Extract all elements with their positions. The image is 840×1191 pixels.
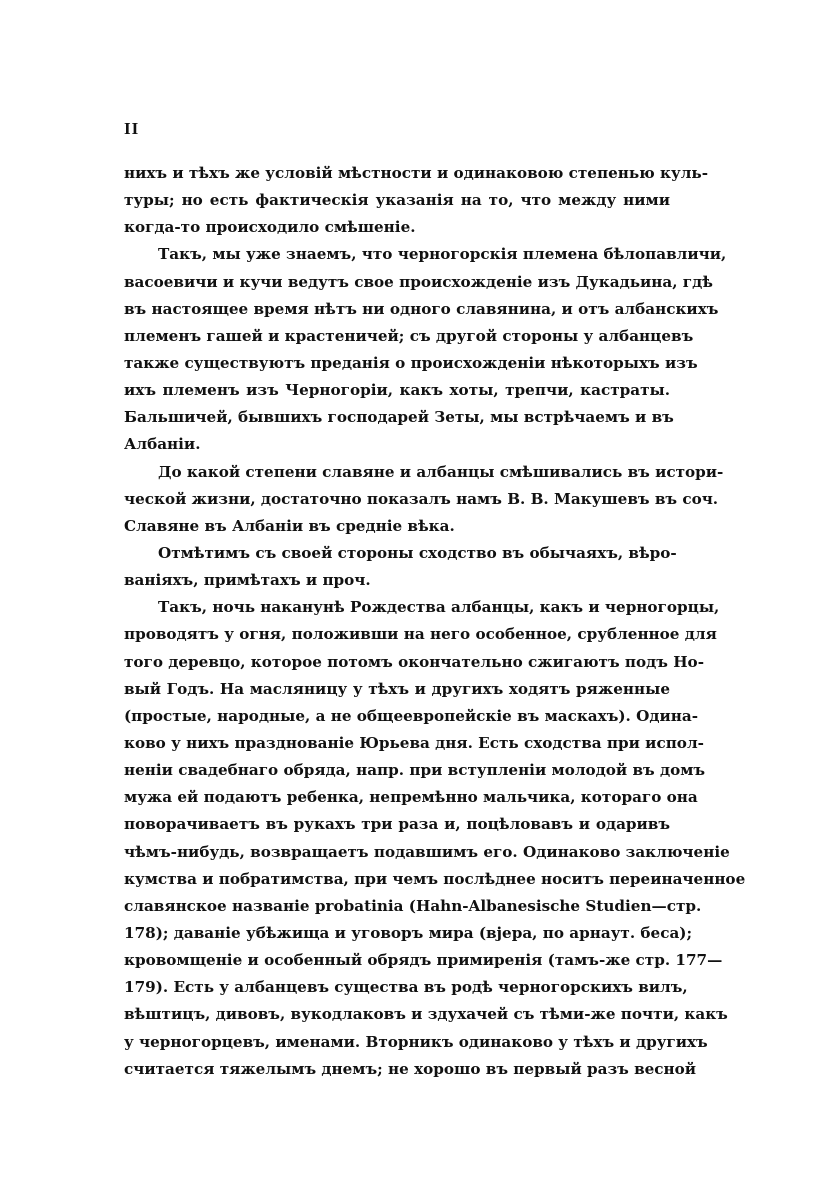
text-line: Отмѣтимъ съ своей стороны сходство въ обычаяхъ, вѣро- — [158, 543, 677, 562]
text-line: вѣштицъ, дивовъ, вукодлаковъ и здухачей съ тѣми-же почти, какъ — [124, 1005, 728, 1024]
text-line: мужа ей подаютъ ребенка, непремѣнно мальчика, котораго она — [124, 788, 698, 807]
text-line: у черногорцевъ, именами. Вторникъ одинаково у тѣхъ и другихъ — [124, 1032, 708, 1051]
text-line: До какой степени славяне и албанцы смѣшивались въ истори- — [158, 462, 724, 481]
text-line: ихъ племенъ изъ Черногоріи, какъ хоты, трепчи, кастраты. — [124, 381, 670, 400]
text-line: ваніяхъ, примѣтахъ и проч. — [124, 571, 371, 590]
text-line: Такъ, ночь наканунѣ Рождества албанцы, какъ и черногорцы, — [158, 598, 720, 617]
text-line: того деревцо, которое потомъ окончательно сжигаютъ подъ Но- — [124, 652, 704, 671]
page-number: II — [124, 119, 140, 138]
text-line: въ настоящее время нѣтъ ни одного славянина, и отъ албанскихъ — [124, 299, 719, 318]
text-line: когда-то происходило смѣшеніе. — [124, 218, 416, 237]
body-text — [124, 160, 746, 1083]
text-line: васоевичи и кучи ведутъ свое происхожденіе изъ Дукадьина, гдѣ — [124, 272, 713, 291]
text-line: кровомщеніе и особенный обрядъ примиренія (тамъ-же стр. 177— — [124, 951, 723, 970]
text-line: чѣмъ-нибудь, возвращаетъ подавшимъ его. Одинаково заключеніе — [124, 842, 730, 861]
text-line: нихъ и тѣхъ же условій мѣстности и одинаковою степенью куль- — [124, 164, 709, 182]
text-line: также существуютъ преданія о происхожденіи нѣкоторыхъ изъ — [124, 353, 698, 372]
text-line: Бальшичей, бывшихъ господарей Зеты, мы встрѣчаемъ и въ — [124, 408, 674, 427]
text-line: Славяне въ Албаніи въ средніе вѣка. — [124, 516, 455, 535]
text-line: 178); даваніе убѣжища и уговоръ мира (вjера, по арнаут. беса); — [124, 923, 693, 942]
text-line: ческой жизни, достаточно показалъ намъ В. В. Макушевъ въ соч. — [124, 489, 719, 508]
text-line: 179). Есть у албанцевъ существа въ родѣ черногорскихъ вилъ, — [124, 978, 688, 997]
text-line: племенъ гашей и крастеничей; съ другой стороны у албанцевъ — [124, 326, 694, 345]
text-line: неніи свадебнаго обряда, напр. при вступленіи молодой въ домъ — [124, 761, 706, 780]
text-line: поворачиваетъ въ рукахъ три раза и, поцѣловавъ и одаривъ — [124, 815, 670, 834]
text-line: ково у нихъ празднованіе Юрьева дня. Есть сходства при испол- — [124, 733, 704, 752]
text-line: Албаніи. — [124, 435, 201, 454]
text-line: туры; но есть фактическія указанія на то, что между ними — [124, 191, 670, 210]
text-line: проводятъ у огня, положивши на него особенное, срубленное для — [124, 625, 717, 644]
text-line: вый Годъ. На масляницу у тѣхъ и другихъ ходятъ ряженные — [124, 679, 670, 698]
text-line: (простые, народные, а не общеевропейскіе въ маскахъ). Одина- — [124, 706, 698, 725]
text-line: считается тяжелымъ днемъ; не хорошо въ первый разъ весной — [124, 1059, 697, 1078]
text-line: кумства и побратимства, при чемъ послѣднее носитъ переиначенное — [124, 869, 746, 888]
text-line: славянское названіе probatinia (Hahn-Albanesische Studien—стр. — [124, 896, 702, 915]
text-line: Такъ, мы уже знаемъ, что черногорскія племена бѣлопавличи, — [158, 245, 727, 264]
